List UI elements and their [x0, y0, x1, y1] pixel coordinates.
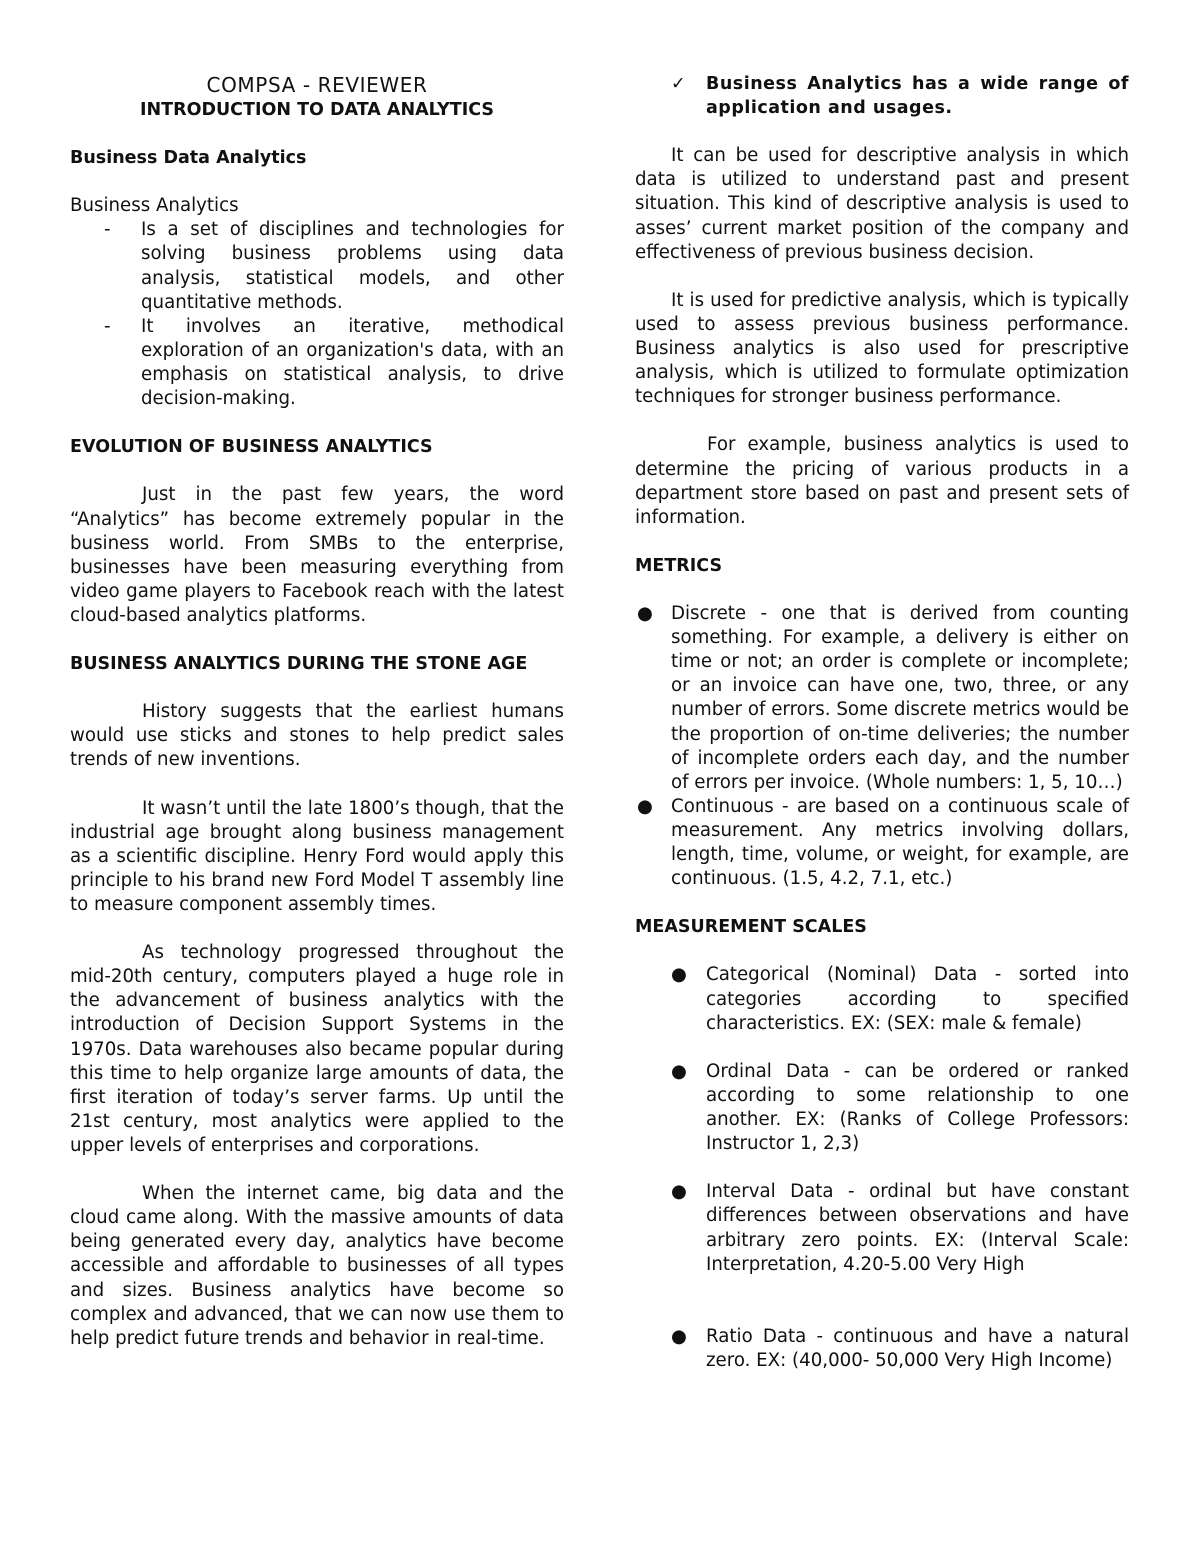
section-heading-measurement-scales: MEASUREMENT SCALES: [635, 917, 867, 938]
bullet-icon: ●: [637, 603, 653, 625]
predictive-analysis-paragraph: It is used for predictive analysis, which is typically used to assess previous business performance. Business analytics is also used for prescriptive analysis, which is utilized to formulate optimization techniques for stronger business performance.: [635, 289, 1129, 408]
list-item: ● Ordinal Data - can be ordered or ranked according to some relationship to one another. EX: (Ranks of College Professors: Instructor 1, 2,3): [671, 1060, 1129, 1155]
stone-age-paragraph-1: History suggests that the earliest humans would use sticks and stones to help predict sales trends of new inventions.: [70, 701, 564, 771]
bullet-icon: ●: [671, 1181, 687, 1203]
section-heading-stone-age: BUSINESS ANALYTICS DURING THE STONE AGE: [70, 654, 528, 675]
stone-age-paragraph-2: It wasn’t until the late 1800’s though, that the industrial age brought along business management as a scientific discipline. Henry Ford would apply this principle to his brand new Ford Model T assembly line to measure component assembly times.: [70, 797, 564, 915]
checklist: [635, 72, 1129, 120]
example-paragraph: For example, business analytics is used to determine the pricing of various products in a department store based on past and present sets of information.: [635, 434, 1129, 528]
document-title: COMPSA - REVIEWER: [206, 73, 428, 97]
list-item: - Is a set of disciplines and technologies for solving business problems using data analysis, statistical models, and other quantitative methods.: [104, 219, 564, 313]
check-list-item: ✓ Business Analytics has a wide range of application and usages.: [671, 74, 1129, 119]
list-item: ● Categorical (Nominal) Data - sorted into categories according to specified characteristics. EX: (SEX: male & female): [671, 964, 1129, 1034]
document-subtitle: INTRODUCTION TO DATA ANALYTICS: [140, 100, 494, 120]
list-item: ● Ratio Data - continuous and have a natural zero. EX: (40,000- 50,000 Very High Income): [671, 1325, 1129, 1371]
list-item: - It involves an iterative, methodical exploration of an organization's data, with an emphasis on statistical analysis, to drive decision-making.: [104, 315, 564, 410]
business-analytics-label: Business Analytics: [70, 195, 239, 217]
section-heading-evolution: EVOLUTION OF BUSINESS ANALYTICS: [70, 437, 433, 458]
left-column: [70, 72, 564, 1351]
bullet-icon: ●: [671, 1325, 687, 1347]
section-heading-metrics: METRICS: [635, 555, 723, 576]
measurement-scales-list: [635, 963, 1129, 1373]
list-item: ● Interval Data - ordinal but have constant differences between observations and have arbitrary zero points. EX: (Interval Scale: Interpretation, 4.20-5.00 Very High: [671, 1181, 1129, 1275]
dash-marker: -: [104, 315, 111, 337]
bullet-icon: ●: [671, 1060, 687, 1082]
metrics-list: [635, 602, 1129, 891]
stone-age-paragraph-4: When the internet came, big data and the cloud came along. With the massive amounts of data being generated every day, analytics have become accessible and affordable to businesses of all types and sizes. Business analytics have become so complex and advanced, that we can now use them to help predict future trends and behavior in real-time.: [70, 1183, 564, 1349]
evolution-paragraph: Just in the past few years, the word “Analytics” has become extremely popular in the business world. From SMBs to the enterprise, businesses have been measuring everything from video game players to Facebook reach with the latest cloud-based analytics platforms.: [70, 484, 564, 626]
right-column: [635, 72, 1129, 1373]
list-item: ● Continuous - are based on a continuous scale of measurement. Any metrics involving dollars, length, time, volume, or weight, for example, are continuous. (1.5, 4.2, 7.1, etc.): [637, 795, 1129, 890]
dash-marker: -: [104, 219, 111, 241]
bullet-icon: ●: [637, 795, 653, 817]
checkmark-icon: ✓: [671, 74, 687, 94]
descriptive-analysis-paragraph: It can be used for descriptive analysis in which data is utilized to understand past and present situation. This kind of descriptive analysis is used to asses’ current market position of the company and effectiveness of previous business decision.: [635, 145, 1129, 263]
bullet-icon: ●: [671, 964, 687, 986]
list-item: ● Discrete - one that is derived from counting something. For example, a delivery is either on time or not; an order is complete or incomplete; or an invoice can have one, two, three, or any number of errors. Some discrete metrics would be the proportion of on-time deliveries; the number of incomplete orders each day, and the number of errors per invoice. (Whole numbers: 1, 5, 10…): [637, 603, 1129, 793]
stone-age-paragraph-3: As technology progressed throughout the mid-20th century, computers played a huge role in the advancement of business analytics with the introduction of Decision Support Systems in the 1970s. Data warehouses also became popular during this time to help organize large amounts of data, the first iteration of today’s server farms. Up until the 21st century, most analytics were applied to the upper levels of enterprises and corporations.: [70, 942, 564, 1156]
business-analytics-list: [70, 218, 564, 411]
section-heading-business-data-analytics: Business Data Analytics: [70, 148, 307, 169]
